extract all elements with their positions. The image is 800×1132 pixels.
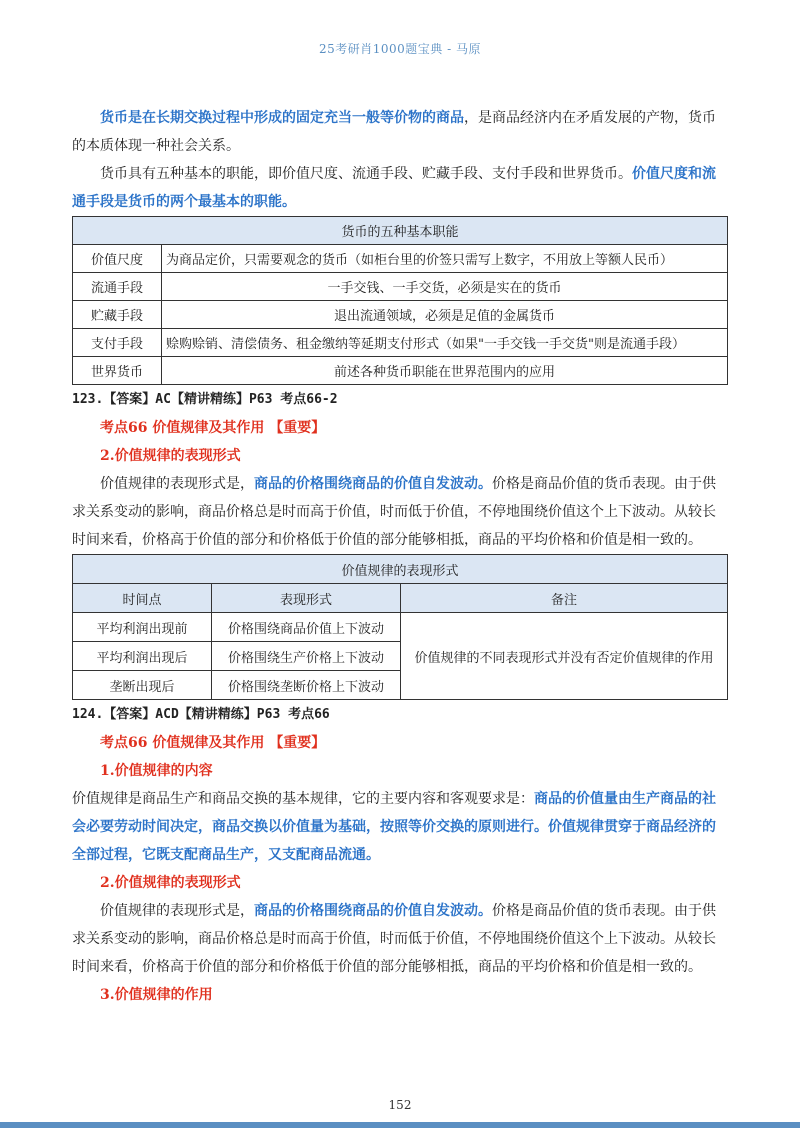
money-functions-text: 货币具有五种基本的职能，即价值尺度、流通手段、贮藏手段、支付手段和世界货币。	[100, 166, 632, 182]
table-row	[73, 329, 728, 357]
answer-124: 124.【答案】ACD【精讲精练】P63 考点66	[72, 707, 330, 722]
table-row	[73, 245, 728, 273]
kaodian-124: 考点66 价值规律及其作用 【重要】	[100, 735, 326, 751]
function-name: 贮藏手段	[73, 301, 162, 329]
function-desc: 赊购赊销、清偿债务、租金缴纳等延期支付形式（如果"一手交钱一手交货"则是流通手段）	[162, 329, 728, 357]
form-cell: 价格围绕垄断价格上下波动	[212, 671, 401, 700]
function-name: 价值尺度	[73, 245, 162, 273]
text-span: 价值规律的表现形式是，	[100, 903, 254, 919]
column-header: 时间点	[73, 584, 212, 613]
function-desc: 一手交钱、一手交货，必须是实在的货币	[162, 273, 728, 301]
subtitle-124-3: 3.价值规律的作用	[100, 987, 213, 1003]
paragraph-money-definition	[72, 104, 728, 160]
function-name: 支付手段	[73, 329, 162, 357]
function-desc: 为商品定价，只需要观念的货币（如柜台里的价签只需写上数字，不用放上等额人民币）	[162, 245, 728, 273]
note-cell: 价值规律的不同表现形式并没有否定价值规律的作用	[401, 613, 728, 700]
page-header: 25考研肖1000题宝典 - 马原	[319, 42, 481, 56]
subtitle-124-2: 2.价值规律的表现形式	[100, 875, 241, 891]
subtitle-124-1: 1.价值规律的内容	[100, 763, 213, 779]
page-content	[72, 104, 728, 1009]
text-span: 价格是商品价值的货币表现。由于供求关系变动的影响，商品价格总是时而高于价值，时而低于价值，不停地围绕价值这个上下波动。从较长时间来看，价格高于价值的部分和价格低于价值的部分能够相抵，商品的平均价格和价值是相一致的。	[72, 476, 716, 548]
time-cell: 平均利润出现后	[73, 642, 212, 671]
function-name: 世界货币	[73, 357, 162, 385]
highlight-span: 商品的价值量由生产商品的社会必要劳动时间决定，商品交换以价值量为基础，按照等价交换的原则进行。价值规律贯穿于商品经济的全部过程，它既支配商品生产，又支配商品流通。	[72, 791, 716, 863]
paragraph-123	[72, 470, 728, 554]
money-definition-text: ，是商品经济内在矛盾发展的产物，货币的本质体现一种社会关系。	[72, 110, 716, 154]
time-cell: 平均利润出现前	[73, 613, 212, 642]
text-span: 价值规律是商品生产和商品交换的基本规律，它的主要内容和客观要求是：	[72, 791, 534, 807]
function-desc: 退出流通领域，必须是足值的金属货币	[162, 301, 728, 329]
highlight-span: 商品的价格围绕商品的价值自发波动。	[254, 476, 492, 492]
function-name: 流通手段	[73, 273, 162, 301]
money-definition-highlight: 货币是在长期交换过程中形成的固定充当一般等价物的商品	[100, 110, 464, 126]
form-cell: 价格围绕生产价格上下波动	[212, 642, 401, 671]
table-row	[73, 301, 728, 329]
function-desc: 前述各种货币职能在世界范围内的应用	[162, 357, 728, 385]
column-header: 表现形式	[212, 584, 401, 613]
footer-bar	[0, 1122, 800, 1128]
subtitle-123: 2.价值规律的表现形式	[100, 448, 241, 464]
page-number: 152	[388, 1098, 412, 1112]
kaodian-123: 考点66 价值规律及其作用 【重要】	[100, 420, 326, 436]
time-cell: 垄断出现后	[73, 671, 212, 700]
column-header: 备注	[401, 584, 728, 613]
paragraph-money-functions	[72, 160, 728, 216]
table-title: 货币的五种基本职能	[73, 217, 728, 245]
highlight-span: 商品的价格围绕商品的价值自发波动。	[254, 903, 492, 919]
paragraph-124-1	[72, 785, 728, 869]
law-forms-table	[72, 554, 728, 700]
table-row	[73, 357, 728, 385]
table-row	[73, 273, 728, 301]
text-span: 价格是商品价值的货币表现。由于供求关系变动的影响，商品价格总是时而高于价值，时而低于价值，不停地围绕价值这个上下波动。从较长时间来看，价格高于价值的部分和价格低于价值的部分能够相抵，商品的平均价格和价值是相一致的。	[72, 903, 716, 975]
text-span: 价值规律的表现形式是，	[100, 476, 254, 492]
table-row	[73, 613, 728, 642]
paragraph-124-2	[72, 897, 728, 981]
form-cell: 价格围绕商品价值上下波动	[212, 613, 401, 642]
money-functions-highlight: 价值尺度和流通手段是货币的两个最基本的职能。	[72, 166, 716, 210]
table-title: 价值规律的表现形式	[73, 555, 728, 584]
answer-123: 123.【答案】AC【精讲精练】P63 考点66-2	[72, 392, 338, 407]
money-functions-table	[72, 216, 728, 385]
